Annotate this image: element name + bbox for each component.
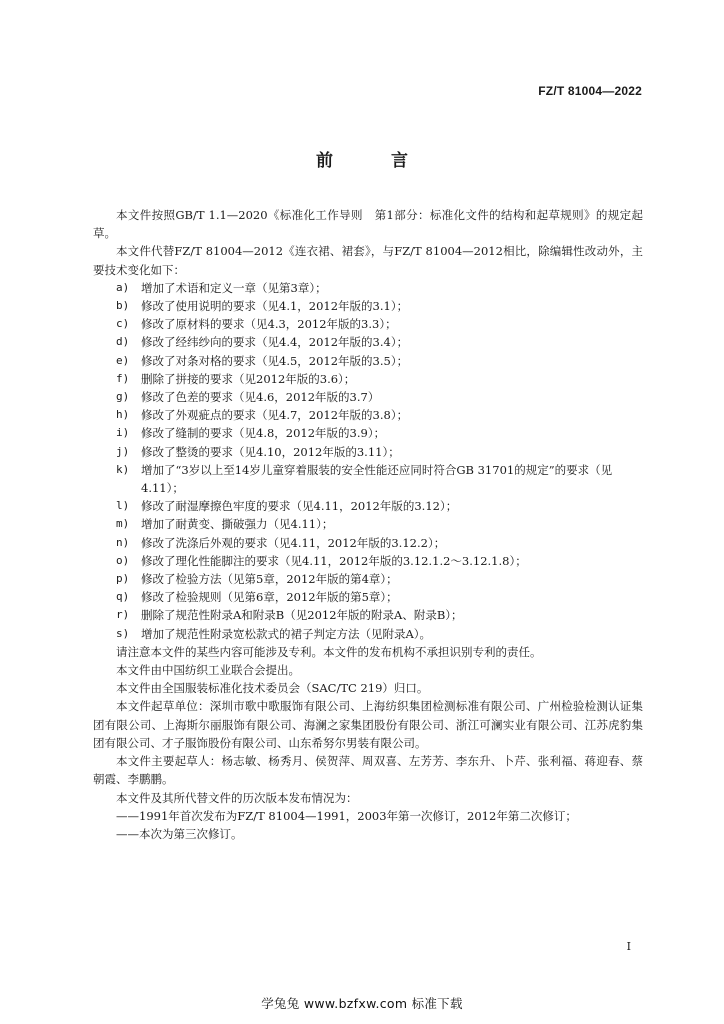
list-item-text: 修改了原材料的要求（见4.3，2012年版的3.3）； xyxy=(141,317,397,332)
list-item xyxy=(93,625,643,643)
list-item-text: 修改了外观疵点的要求（见4.7，2012年版的3.8）； xyxy=(141,408,409,423)
list-item-label: h) xyxy=(116,408,130,422)
list-item xyxy=(93,534,643,552)
list-item-text: 删除了拼接的要求（见2012年版的3.6）； xyxy=(141,371,356,386)
patent-notice: 请注意本文件的某些内容可能涉及专利。本文件的发布机构不承担识别专利的责任。 xyxy=(116,644,542,659)
paragraph-drafting-rules: 本文件按照GB/T 1.1—2020《标准化工作导则 第1部分：标准化文件的结构和起草规则》的规定起草。 xyxy=(93,208,643,241)
page-title: 前 言 xyxy=(316,151,434,171)
list-item-text: 修改了经纬纱向的要求（见4.4，2012年版的3.4）； xyxy=(141,335,409,350)
footer-watermark: 学兔兔 www.bzfxw.com 标准下载 xyxy=(261,996,463,1011)
list-item xyxy=(93,497,643,515)
list-item-label: i) xyxy=(116,426,130,440)
list-item xyxy=(93,406,643,424)
list-item-label: b) xyxy=(116,299,130,313)
list-item xyxy=(93,297,643,315)
technical-changes-list xyxy=(93,279,643,643)
list-item-text: 增加了耐黄变、撕破强力（见4.11）； xyxy=(141,517,334,532)
list-item-label: a) xyxy=(116,280,130,294)
list-item xyxy=(93,424,643,442)
proposed-by: 本文件由中国纺织工业联合会提出。 xyxy=(116,663,300,678)
list-item xyxy=(93,315,643,333)
list-item xyxy=(93,352,643,370)
list-item-text: 增加了规范性附录宽松款式的裙子判定方法（见附录A）。 xyxy=(141,626,432,641)
list-item-label: q) xyxy=(116,590,130,604)
list-item-text: 增加了术语和定义一章（见第3章）； xyxy=(141,280,327,295)
list-item xyxy=(93,515,643,533)
list-item xyxy=(93,443,643,461)
list-item-text: 修改了对条对格的要求（见4.5，2012年版的3.5）； xyxy=(141,353,409,368)
foreword-body xyxy=(93,206,643,843)
list-item-label: o) xyxy=(116,553,130,567)
list-item xyxy=(93,461,643,497)
list-item-text: 修改了洗涤后外观的要求（见4.11，2012年版的3.12.2）； xyxy=(141,535,446,550)
list-item-label: r) xyxy=(116,608,130,622)
list-item-text: 修改了理化性能脚注的要求（见4.11，2012年版的3.12.1.2～3.12.1.8）； xyxy=(141,553,527,568)
list-item-text: 修改了色差的要求（见4.6，2012年版的3.7） xyxy=(141,390,380,405)
list-item-label: s) xyxy=(116,626,130,640)
list-item-text: 删除了规范性附录A和附录B（见2012年版的附录A、附录B）； xyxy=(141,608,463,623)
list-item-label: c) xyxy=(116,317,130,331)
list-item xyxy=(93,333,643,351)
managed-by: 本文件由全国服装标准化技术委员会（SAC/TC 219）归口。 xyxy=(116,681,429,696)
list-item-text: 修改了耐湿摩擦色牢度的要求（见4.11，2012年版的3.12）； xyxy=(141,499,458,514)
page-number: I xyxy=(626,940,631,953)
list-item-label: e) xyxy=(116,353,130,367)
list-item xyxy=(93,388,643,406)
list-item-text: 修改了使用说明的要求（见4.1，2012年版的3.1）； xyxy=(141,299,409,314)
list-item-text: 修改了缝制的要求（见4.8，2012年版的3.9）； xyxy=(141,426,386,441)
list-item xyxy=(93,606,643,624)
list-item-label: d) xyxy=(116,335,130,349)
list-item-text: 修改了整烫的要求（见4.10，2012年版的3.11）； xyxy=(141,444,400,459)
list-item-text: 修改了检验方法（见第5章，2012年版的第4章）； xyxy=(141,572,398,587)
list-item-label: k) xyxy=(116,462,130,476)
history-intro: 本文件及其所代替文件的历次版本发布情况为： xyxy=(116,790,358,805)
list-item xyxy=(93,370,643,388)
list-item-text: 增加了“3岁以上至14岁儿童穿着服装的安全性能还应同时符合GB 31701的规定”的要求（见4.11）； xyxy=(141,462,613,496)
history-previous-versions: ——1991年首次发布为FZ/T 81004—1991，2003年第一次修订，2012年第二次修订； xyxy=(116,808,577,823)
list-item-label: m) xyxy=(116,517,130,531)
standard-code: FZ/T 81004—2022 xyxy=(538,84,642,98)
drafters: 本文件主要起草人：杨志敏、杨秀月、侯贺萍、周双喜、左芳芳、李东升、卜芹、张利福、蒋迎春、蔡朝霞、李鹏鹏。 xyxy=(93,754,643,787)
list-item-label: p) xyxy=(116,572,130,586)
list-item-label: g) xyxy=(116,390,130,404)
paragraph-replacement: 本文件代替FZ/T 81004—2012《连衣裙、裙套》，与FZ/T 81004—2012相比，除编辑性改动外，主要技术变化如下： xyxy=(93,244,643,277)
list-item-text: 修改了检验规则（见第6章，2012年版的第5章）； xyxy=(141,590,398,605)
list-item xyxy=(93,588,643,606)
list-item-label: n) xyxy=(116,535,130,549)
list-item-label: l) xyxy=(116,499,130,513)
list-item xyxy=(93,552,643,570)
drafting-units: 本文件起草单位：深圳市歌中歌服饰有限公司、上海纺织集团检测标准有限公司、广州检验检测认证集团有限公司、上海斯尔丽服饰有限公司、海澜之家集团股份有限公司、浙江可澜实业有限公司、江苏虎豹集团有限公司、才子服饰股份有限公司、山东希努尔男装有限公司。 xyxy=(93,699,643,750)
list-item xyxy=(93,570,643,588)
list-item xyxy=(93,279,643,297)
list-item-label: j) xyxy=(116,444,130,458)
list-item-label: f) xyxy=(116,371,130,385)
history-current-revision: ——本次为第三次修订。 xyxy=(116,826,243,841)
